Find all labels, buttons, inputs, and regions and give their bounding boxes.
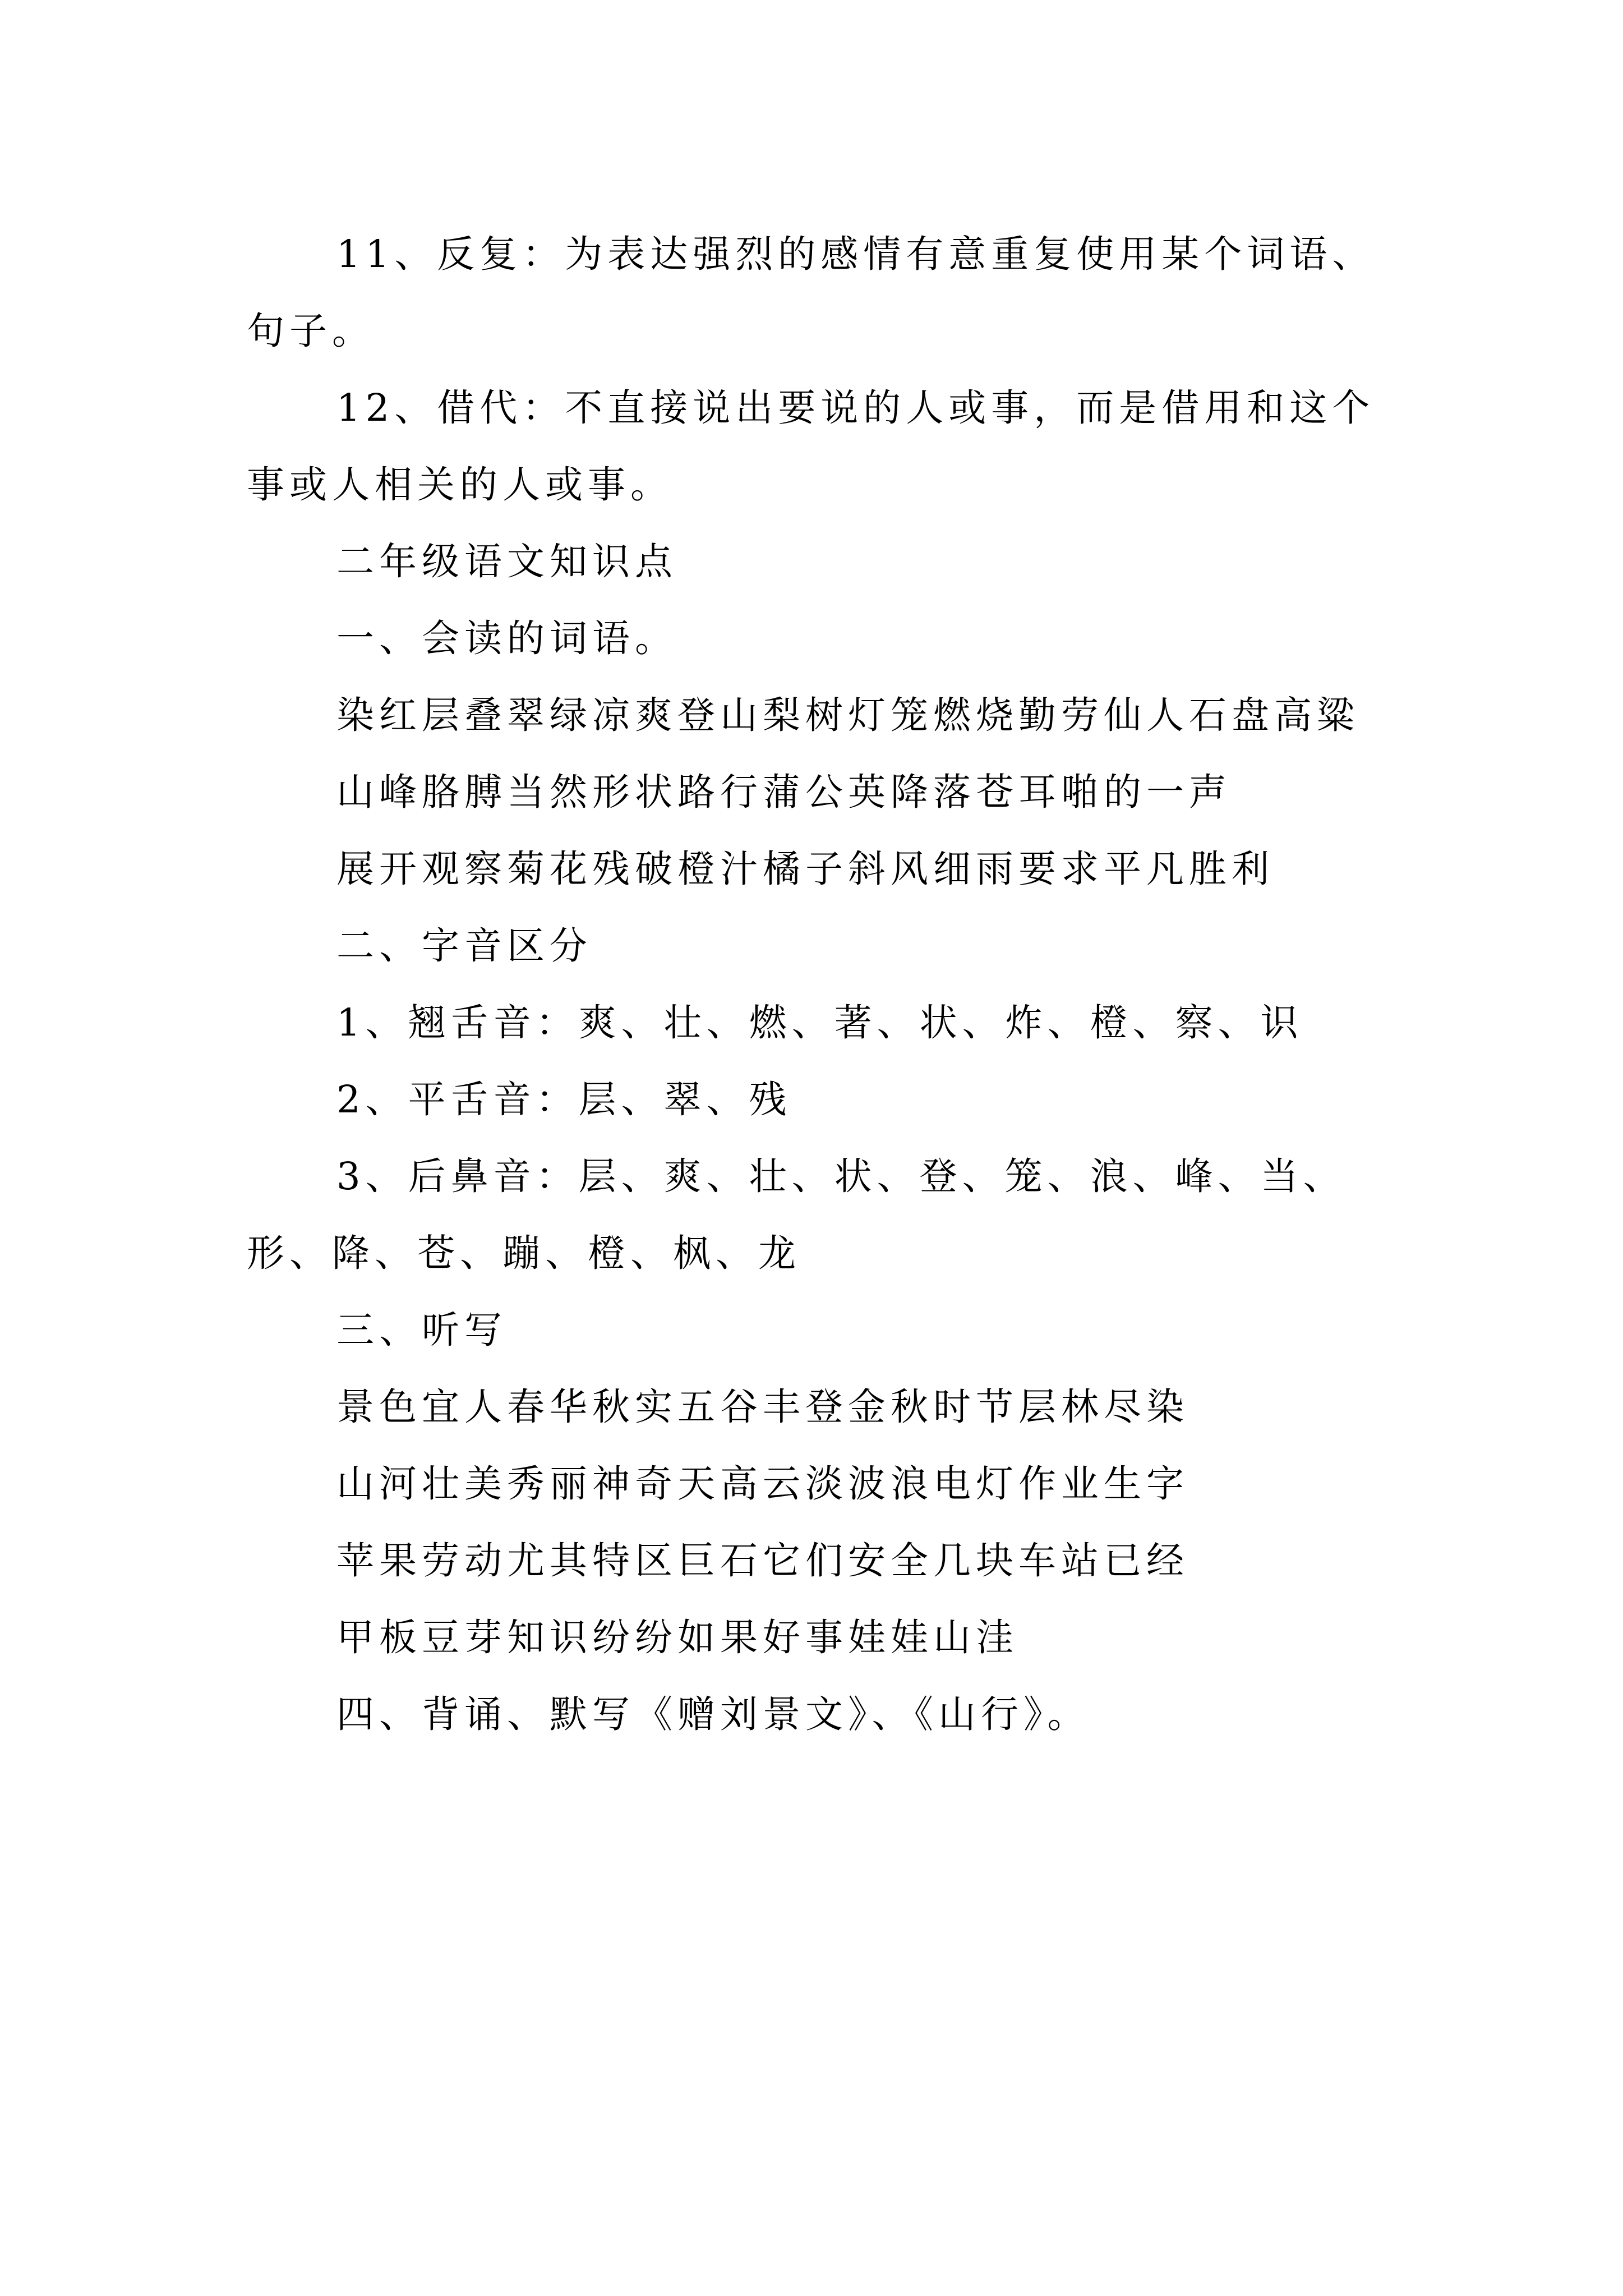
subsection-heading-recitation: 四、背诵、默写《赠刘景文》、《山行》。 bbox=[336, 1692, 1090, 1736]
word-list-line: 山峰胳膊当然形状路行蒲公英降落苍耳啪的一声 bbox=[336, 770, 1232, 814]
pronunciation-item: 1、翘舌音：爽、壮、燃、著、状、炸、橙、察、识 bbox=[336, 1001, 1303, 1045]
rhetoric-item-metonymy: 12、借代：不直接说出要说的人或事，而是借用和这个事或人相关的人或事。 bbox=[247, 386, 1375, 507]
dictation-line: 苹果劳动尤其特区巨石它们安全几块车站已经 bbox=[336, 1539, 1189, 1582]
rhetoric-item-repetition: 11、反复：为表达强烈的感情有意重复使用某个词语、句子。 bbox=[247, 232, 1375, 353]
word-list-line: 展开观察菊花残破橙汁橘子斜风细雨要求平凡胜利 bbox=[336, 847, 1274, 891]
subsection-heading-dictation: 三、听写 bbox=[336, 1308, 507, 1352]
word-list-line: 染红层叠翠绿凉爽登山梨树灯笼燃烧勤劳仙人石盘高粱 bbox=[336, 693, 1359, 737]
pronunciation-item: 2、平舌音：层、翠、残 bbox=[336, 1078, 792, 1121]
section-title: 二年级语文知识点 bbox=[336, 540, 677, 583]
document-body bbox=[247, 216, 1385, 1753]
subsection-heading-pronunciation: 二、字音区分 bbox=[336, 924, 592, 968]
subsection-heading-reading-words: 一、会读的词语。 bbox=[336, 616, 677, 660]
dictation-line: 甲板豆芽知识纷纷如果好事娃娃山洼 bbox=[336, 1616, 1018, 1659]
pronunciation-item: 3、后鼻音：层、爽、壮、状、登、笼、浪、峰、当、形、降、苍、蹦、橙、枫、龙 bbox=[247, 1154, 1346, 1275]
dictation-line: 山河壮美秀丽神奇天高云淡波浪电灯作业生字 bbox=[336, 1462, 1189, 1506]
dictation-line: 景色宜人春华秋实五谷丰登金秋时节层林尽染 bbox=[336, 1385, 1189, 1429]
